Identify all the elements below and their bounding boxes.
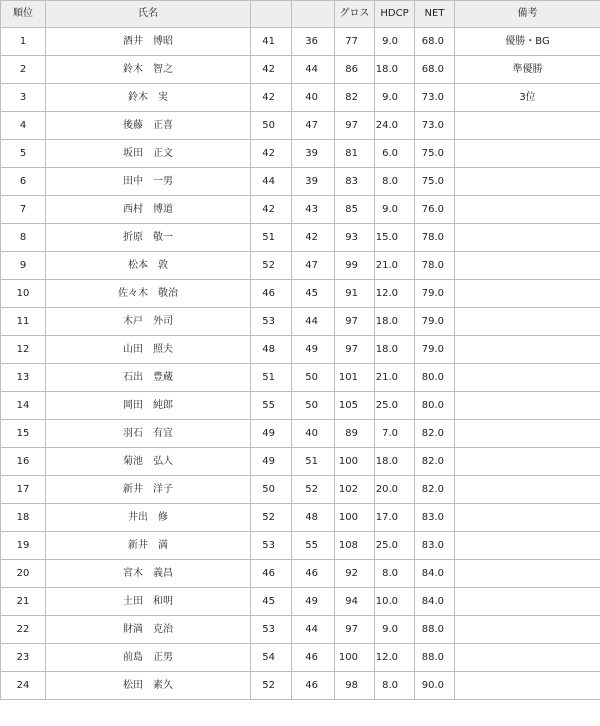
cell-name: 岡田 純郎 [46, 392, 251, 420]
cell-name: 山田 照夫 [46, 336, 251, 364]
table-row [1, 56, 600, 84]
cell-gross: 81 [335, 140, 375, 168]
cell-net: 68.0 [415, 28, 455, 56]
cell-gross: 93 [335, 224, 375, 252]
cell-in: 47 [292, 112, 335, 140]
cell-name: 新井 洋子 [46, 476, 251, 504]
cell-in: 52 [292, 476, 335, 504]
cell-gross: 100 [335, 448, 375, 476]
cell-in: 39 [292, 168, 335, 196]
cell-gross: 83 [335, 168, 375, 196]
table-row [1, 252, 600, 280]
header-in [292, 1, 335, 28]
cell-net: 82.0 [415, 448, 455, 476]
cell-name: 酒井 博昭 [46, 28, 251, 56]
cell-gross: 97 [335, 112, 375, 140]
header-rank: 順位 [1, 1, 46, 28]
cell-hdcp: 18.0 [375, 448, 415, 476]
cell-note [455, 196, 600, 224]
cell-hdcp: 18.0 [375, 56, 415, 84]
cell-in: 44 [292, 308, 335, 336]
cell-hdcp: 25.0 [375, 532, 415, 560]
cell-note [455, 392, 600, 420]
cell-gross: 97 [335, 308, 375, 336]
cell-rank: 15 [1, 420, 46, 448]
cell-out: 50 [251, 112, 292, 140]
cell-rank: 9 [1, 252, 46, 280]
cell-rank: 3 [1, 84, 46, 112]
cell-note [455, 504, 600, 532]
cell-note: 優勝・BG [455, 28, 600, 56]
cell-note [455, 420, 600, 448]
cell-net: 79.0 [415, 336, 455, 364]
cell-hdcp: 18.0 [375, 336, 415, 364]
header-net: NET [415, 1, 455, 28]
cell-out: 53 [251, 532, 292, 560]
cell-gross: 105 [335, 392, 375, 420]
cell-name: 菊池 弘人 [46, 448, 251, 476]
table-row [1, 644, 600, 672]
cell-name: 新井 満 [46, 532, 251, 560]
cell-in: 42 [292, 224, 335, 252]
cell-rank: 21 [1, 588, 46, 616]
cell-hdcp: 20.0 [375, 476, 415, 504]
table-row [1, 504, 600, 532]
cell-in: 36 [292, 28, 335, 56]
cell-rank: 8 [1, 224, 46, 252]
cell-gross: 82 [335, 84, 375, 112]
cell-note [455, 140, 600, 168]
cell-hdcp: 9.0 [375, 84, 415, 112]
cell-gross: 77 [335, 28, 375, 56]
cell-rank: 11 [1, 308, 46, 336]
cell-in: 50 [292, 392, 335, 420]
cell-rank: 23 [1, 644, 46, 672]
cell-net: 83.0 [415, 532, 455, 560]
header-gross: グロス [335, 1, 375, 28]
table-row [1, 672, 600, 700]
table-row [1, 336, 600, 364]
table-row [1, 280, 600, 308]
cell-net: 84.0 [415, 560, 455, 588]
cell-gross: 108 [335, 532, 375, 560]
cell-out: 46 [251, 560, 292, 588]
cell-note [455, 644, 600, 672]
cell-net: 82.0 [415, 476, 455, 504]
cell-out: 52 [251, 252, 292, 280]
cell-name: 前島 正男 [46, 644, 251, 672]
cell-rank: 19 [1, 532, 46, 560]
table-row [1, 224, 600, 252]
cell-rank: 16 [1, 448, 46, 476]
cell-hdcp: 25.0 [375, 392, 415, 420]
cell-gross: 101 [335, 364, 375, 392]
cell-note [455, 364, 600, 392]
cell-hdcp: 8.0 [375, 168, 415, 196]
header-name: 氏名 [46, 1, 251, 28]
cell-out: 41 [251, 28, 292, 56]
cell-note [455, 588, 600, 616]
cell-rank: 14 [1, 392, 46, 420]
table-row [1, 140, 600, 168]
cell-name: 財満 克治 [46, 616, 251, 644]
cell-out: 46 [251, 280, 292, 308]
cell-in: 49 [292, 588, 335, 616]
cell-note [455, 252, 600, 280]
cell-name: 木戸 外司 [46, 308, 251, 336]
cell-name: 鈴木 智之 [46, 56, 251, 84]
cell-in: 48 [292, 504, 335, 532]
cell-note [455, 448, 600, 476]
cell-hdcp: 18.0 [375, 308, 415, 336]
cell-out: 54 [251, 644, 292, 672]
cell-note [455, 224, 600, 252]
cell-net: 80.0 [415, 392, 455, 420]
table-body [1, 28, 600, 700]
table-row [1, 84, 600, 112]
table-row [1, 616, 600, 644]
cell-name: 西村 博道 [46, 196, 251, 224]
cell-net: 90.0 [415, 672, 455, 700]
cell-name: 石出 豊蔵 [46, 364, 251, 392]
cell-note [455, 560, 600, 588]
cell-in: 44 [292, 56, 335, 84]
cell-rank: 6 [1, 168, 46, 196]
cell-in: 46 [292, 672, 335, 700]
cell-hdcp: 8.0 [375, 560, 415, 588]
cell-out: 48 [251, 336, 292, 364]
cell-note [455, 112, 600, 140]
cell-note [455, 168, 600, 196]
cell-gross: 97 [335, 336, 375, 364]
cell-name: 折原 敬一 [46, 224, 251, 252]
cell-out: 42 [251, 56, 292, 84]
cell-net: 82.0 [415, 420, 455, 448]
cell-in: 51 [292, 448, 335, 476]
cell-name: 後藤 正喜 [46, 112, 251, 140]
cell-in: 46 [292, 644, 335, 672]
cell-net: 75.0 [415, 168, 455, 196]
header-row [1, 1, 600, 28]
cell-net: 84.0 [415, 588, 455, 616]
cell-gross: 98 [335, 672, 375, 700]
cell-out: 49 [251, 448, 292, 476]
cell-hdcp: 9.0 [375, 616, 415, 644]
cell-in: 40 [292, 84, 335, 112]
cell-note: 準優勝 [455, 56, 600, 84]
cell-hdcp: 8.0 [375, 672, 415, 700]
cell-out: 52 [251, 672, 292, 700]
cell-net: 79.0 [415, 280, 455, 308]
cell-hdcp: 10.0 [375, 588, 415, 616]
cell-out: 52 [251, 504, 292, 532]
cell-gross: 92 [335, 560, 375, 588]
cell-rank: 20 [1, 560, 46, 588]
cell-note [455, 672, 600, 700]
cell-note [455, 280, 600, 308]
cell-hdcp: 21.0 [375, 252, 415, 280]
table-row [1, 560, 600, 588]
cell-name: 松田 素久 [46, 672, 251, 700]
cell-net: 78.0 [415, 224, 455, 252]
cell-in: 46 [292, 560, 335, 588]
cell-rank: 24 [1, 672, 46, 700]
cell-net: 75.0 [415, 140, 455, 168]
cell-net: 73.0 [415, 112, 455, 140]
cell-rank: 5 [1, 140, 46, 168]
cell-name: 宮木 義昌 [46, 560, 251, 588]
cell-hdcp: 15.0 [375, 224, 415, 252]
cell-out: 44 [251, 168, 292, 196]
table-row [1, 392, 600, 420]
cell-net: 73.0 [415, 84, 455, 112]
cell-net: 83.0 [415, 504, 455, 532]
cell-net: 80.0 [415, 364, 455, 392]
cell-in: 45 [292, 280, 335, 308]
cell-gross: 102 [335, 476, 375, 504]
table-row [1, 364, 600, 392]
cell-hdcp: 21.0 [375, 364, 415, 392]
cell-rank: 18 [1, 504, 46, 532]
cell-rank: 2 [1, 56, 46, 84]
cell-gross: 94 [335, 588, 375, 616]
cell-rank: 17 [1, 476, 46, 504]
cell-gross: 100 [335, 644, 375, 672]
cell-net: 79.0 [415, 308, 455, 336]
cell-out: 53 [251, 308, 292, 336]
cell-hdcp: 17.0 [375, 504, 415, 532]
table-row [1, 308, 600, 336]
cell-out: 51 [251, 364, 292, 392]
table-row [1, 196, 600, 224]
cell-name: 田中 一男 [46, 168, 251, 196]
cell-rank: 12 [1, 336, 46, 364]
cell-note [455, 476, 600, 504]
cell-gross: 99 [335, 252, 375, 280]
table-row [1, 476, 600, 504]
cell-net: 88.0 [415, 644, 455, 672]
cell-out: 49 [251, 420, 292, 448]
table-row [1, 420, 600, 448]
cell-name: 鈴木 実 [46, 84, 251, 112]
cell-out: 55 [251, 392, 292, 420]
cell-rank: 4 [1, 112, 46, 140]
cell-hdcp: 7.0 [375, 420, 415, 448]
cell-net: 78.0 [415, 252, 455, 280]
cell-gross: 86 [335, 56, 375, 84]
table-row [1, 168, 600, 196]
cell-rank: 7 [1, 196, 46, 224]
cell-gross: 100 [335, 504, 375, 532]
cell-name: 坂田 正文 [46, 140, 251, 168]
cell-gross: 91 [335, 280, 375, 308]
cell-out: 45 [251, 588, 292, 616]
cell-rank: 13 [1, 364, 46, 392]
cell-name: 松本 敦 [46, 252, 251, 280]
cell-in: 55 [292, 532, 335, 560]
cell-note: 3位 [455, 84, 600, 112]
cell-gross: 97 [335, 616, 375, 644]
table-row [1, 112, 600, 140]
cell-name: 佐々木 敬治 [46, 280, 251, 308]
cell-hdcp: 9.0 [375, 196, 415, 224]
cell-note [455, 336, 600, 364]
table-row [1, 28, 600, 56]
cell-gross: 85 [335, 196, 375, 224]
cell-in: 49 [292, 336, 335, 364]
cell-gross: 89 [335, 420, 375, 448]
cell-name: 土田 和明 [46, 588, 251, 616]
cell-rank: 22 [1, 616, 46, 644]
cell-out: 51 [251, 224, 292, 252]
cell-out: 53 [251, 616, 292, 644]
cell-hdcp: 9.0 [375, 28, 415, 56]
cell-hdcp: 12.0 [375, 280, 415, 308]
cell-out: 50 [251, 476, 292, 504]
cell-name: 井出 修 [46, 504, 251, 532]
cell-rank: 10 [1, 280, 46, 308]
cell-hdcp: 24.0 [375, 112, 415, 140]
cell-in: 43 [292, 196, 335, 224]
cell-net: 76.0 [415, 196, 455, 224]
cell-out: 42 [251, 84, 292, 112]
header-note: 備考 [455, 1, 600, 28]
cell-hdcp: 12.0 [375, 644, 415, 672]
cell-in: 44 [292, 616, 335, 644]
cell-hdcp: 6.0 [375, 140, 415, 168]
cell-in: 47 [292, 252, 335, 280]
header-hdcp: HDCP [375, 1, 415, 28]
cell-note [455, 616, 600, 644]
header-out [251, 1, 292, 28]
cell-out: 42 [251, 140, 292, 168]
table-row [1, 532, 600, 560]
table-row [1, 448, 600, 476]
cell-name: 羽石 有宜 [46, 420, 251, 448]
cell-out: 42 [251, 196, 292, 224]
cell-note [455, 532, 600, 560]
cell-note [455, 308, 600, 336]
cell-in: 39 [292, 140, 335, 168]
cell-net: 68.0 [415, 56, 455, 84]
cell-in: 50 [292, 364, 335, 392]
cell-rank: 1 [1, 28, 46, 56]
table-row [1, 588, 600, 616]
cell-in: 40 [292, 420, 335, 448]
cell-net: 88.0 [415, 616, 455, 644]
